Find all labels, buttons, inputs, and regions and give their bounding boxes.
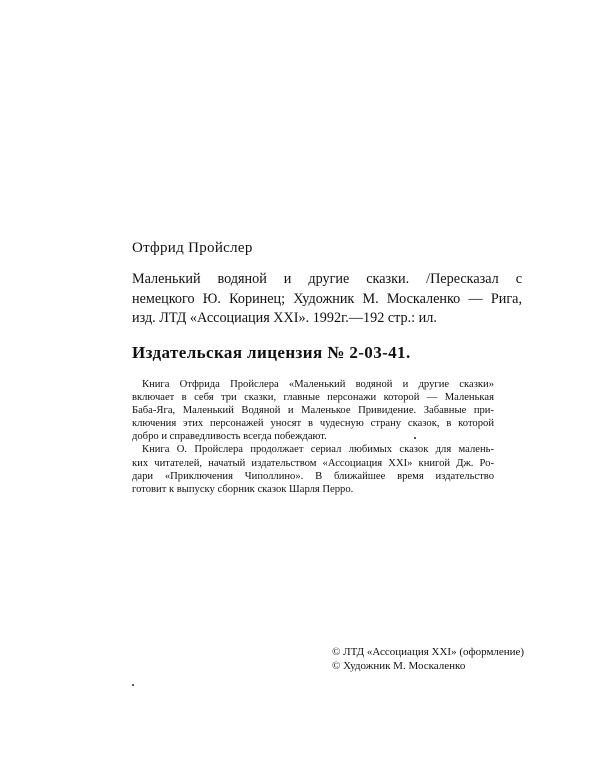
print-speck bbox=[132, 684, 134, 686]
annotation-line: дари «Приключения Чиполлино». В ближайшее время издательство bbox=[132, 470, 494, 482]
author-name: Отфрид Пройслер bbox=[132, 240, 253, 256]
book-annotation bbox=[132, 378, 494, 496]
annotation-line: добро и справедливость всегда побеждают. bbox=[132, 431, 327, 443]
print-speck bbox=[414, 437, 416, 439]
copyright-notices bbox=[332, 645, 524, 673]
bibliographic-record bbox=[132, 270, 522, 329]
bibliographic-line: немецкого Ю. Коринец; Художник М. Москаленко — Рига, bbox=[132, 290, 522, 307]
bibliographic-line: изд. ЛТД «Ассоциация XXI». 1992г.—192 стр.: ил. bbox=[132, 310, 437, 326]
publishing-license: Издательская лицензия № 2-03-41. bbox=[132, 343, 411, 362]
copyright-line: © Художник М. Москаленко bbox=[332, 660, 466, 672]
bibliographic-line: Маленький водяной и другие сказки. /Пересказал с bbox=[132, 271, 522, 287]
annotation-line: готовит к выпуску сборник сказок Шарля Перро. bbox=[132, 483, 354, 495]
copyright-line: © ЛТД «Ассоциация XXI» (оформление) bbox=[332, 646, 525, 658]
annotation-line: ких читателей, начатый издательством «Ассоциация XXI» книгой Дж. Ро- bbox=[132, 457, 494, 469]
annotation-line: включает в себя три сказки, главные персонажи которой — Маленькая bbox=[132, 392, 494, 404]
annotation-line: ключения этих персонажей уносят в чудесную страну сказок, в которой bbox=[132, 418, 494, 430]
annotation-line: Книга Отфрида Пройслера «Маленький водяной и другие сказки» bbox=[142, 379, 494, 390]
annotation-line: Баба-Яга, Маленький Водяной и Маленькое Привидение. Забавные при- bbox=[132, 405, 494, 417]
annotation-line: Книга О. Пройслера продолжает сериал любимых сказок для малень- bbox=[142, 444, 494, 456]
